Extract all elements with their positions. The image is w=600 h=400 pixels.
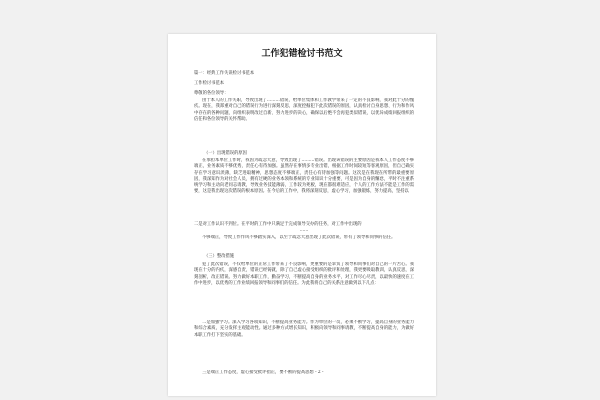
paragraph-4: 犯了此次错误，不仅给单位的正常工作带来了不良影响，更重要的是辜负了领导和同事们对自己的一片苦心。我现在十分的内疚，深感自责，错误已经铸就，除了自己虚心接受组织的批评和处理，我更要吸取教训，认真反思，深刻剖析，改正错误。努力做好本职工作，勤奋学习，不断提高自身的业务水平，对工作尽心尽责，以最快的速度在工作中进步，以优秀的工作业绩回报领导和同事们的信任。为此我将自己的关系注意做到以下几点： bbox=[194, 262, 414, 286]
section-heading-3: （三）整改措施 bbox=[204, 254, 235, 259]
section-heading-1: （一）出现错误的原因 bbox=[204, 151, 247, 156]
paragraph-1: 由于本人的工作失职，导致出现了………错误，给单位集体和工作教学带来了一定的不良影响，我对此十分的愧疚。现在，我郑重对自己的错误行为进行深刻反思，深度挖掘犯下此次错误的原因，认真检讨自身思想、行为和作风中存在的各种问题，向组织表明改过自新、努力进步的决心，确保以后绝不会再犯类似错误，以优异成绩回报组织的信任和各位领导的关怀帮助。 bbox=[194, 98, 414, 122]
fold-marker: …… bbox=[299, 228, 309, 233]
paragraph-3: 不够端正，导致工作作风不够踏实深入，以至于疏忽大意出现了此次错误，带有了领导和同事的信任。 bbox=[202, 235, 396, 240]
paragraph-6: 三是端正工作态度，虚心接受批评指正，要不断的提高思想 - 2 - bbox=[202, 370, 324, 375]
document-page bbox=[168, 34, 436, 396]
paragraph-2: 在承担本单位工作时，我因为疏忽大意，导致出现了………错误。出现该错误的主要原因是我本人工作态度不够端正，业务素质不够优秀，责任心有待加强。虽然存在事情多专业出错，根据工作时间较短等客观原因，但自己确实存在学习意识淡薄，缺乏进取精神，思想态度不够端正，责任心有待加强等问题。这次是在我现在所带的最重要原因，我深知作为对社会人员，拥有过硬的业务本领和系统的专业知识十分重要，可是因为自身的懈怠，平时不注重系统学习和主动向老同志请教，导致业务技能薄弱，工作较为死板，现在都很难适应，个人的工作方法不能是工作的需要，这是我出现这次错误的根本原因。在今后的工作中，我将深刻反思，虚心学习，加强锻炼，努力提高，坚持以 bbox=[194, 158, 414, 195]
doc-label: 工作检讨书范本 bbox=[194, 81, 225, 86]
subtitle: 篇一：经典工作失误检讨书范本 bbox=[194, 71, 255, 76]
paragraph-5: 二是加强学习。深入学习各项知识，不断提高业务能力。作为单位的一员，必须不断学习，提高自身的业务能力和综合素质，充分发挥主观能动性。通过多种方式增长知识，积极向领导和同事请教，不断提高自身的能力，为做好本职工作打下坚实的基础。 bbox=[194, 320, 414, 338]
salutation: 尊敬的各位领导： bbox=[194, 91, 229, 96]
line-end: 二是对工作认识不到位。在平时的工作中只满足于完成领导交办的任务，对工作中出现的 bbox=[194, 222, 362, 227]
document-title: 工作犯错检讨书范文 bbox=[261, 49, 343, 59]
